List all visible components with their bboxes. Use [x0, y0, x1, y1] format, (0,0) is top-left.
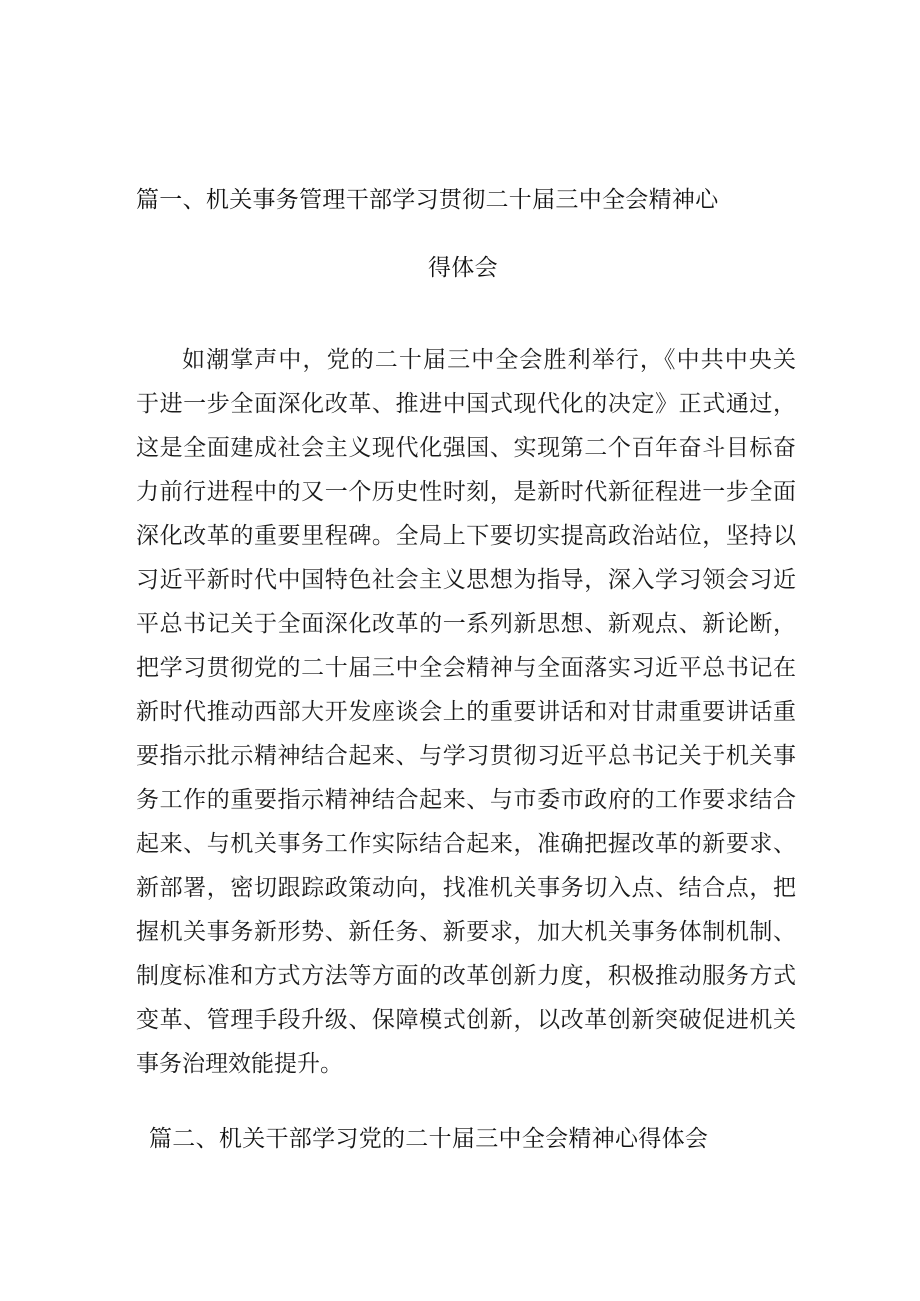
paragraph-line: 把学习贯彻党的二十届三中全会精神与全面落实习近平总书记在	[136, 655, 796, 681]
paragraph-line: 务工作的重要指示精神结合起来、与市委市政府的工作要求结合	[136, 787, 796, 813]
paragraph-line: 平总书记关于全面深化改革的一系列新思想、新观点、新论断，	[136, 611, 796, 637]
paragraph-line: 习近平新时代中国特色社会主义思想为指导，深入学习领会习近	[136, 567, 796, 593]
paragraph-line: 要指示批示精神结合起来、与学习贯彻习近平总书记关于机关事	[136, 743, 796, 769]
paragraph-line: 深化改革的重要里程碑。全局上下要切实提高政治站位，坚持以	[136, 523, 796, 549]
paragraph-line: 起来、与机关事务工作实际结合起来，准确把握改革的新要求、	[136, 831, 796, 857]
paragraph-line: 事务治理效能提升。	[136, 1051, 343, 1077]
paragraph-line: 变革、管理手段升级、保障模式创新，以改革创新突破促进机关	[136, 1007, 796, 1033]
paragraph-line: 于进一步全面深化改革、推进中国式现代化的决定》正式通过，	[136, 391, 796, 417]
section-1-title-line-1: 篇一、机关事务管理干部学习贯彻二十届三中全会精神心	[136, 187, 719, 213]
section-2-title: 篇二、机关干部学习党的二十届三中全会精神心得体会	[149, 1126, 709, 1152]
paragraph-line: 握机关事务新形势、新任务、新要求，加大机关事务体制机制、	[136, 919, 796, 945]
paragraph-line: 新部署，密切跟踪政策动向，找准机关事务切入点、结合点，把	[136, 875, 796, 901]
paragraph-line: 新时代推动西部大开发座谈会上的重要讲话和对甘肃重要讲话重	[136, 699, 796, 725]
paragraph-line: 如潮掌声中，党的二十届三中全会胜利举行，《中共中央关	[182, 347, 796, 373]
paragraph-line: 力前行进程中的又一个历史性时刻，是新时代新征程进一步全面	[136, 479, 796, 505]
section-1-title-line-2: 得体会	[428, 255, 498, 281]
paragraph-line: 这是全面建成社会主义现代化强国、实现第二个百年奋斗目标奋	[136, 435, 796, 461]
paragraph-line: 制度标准和方式方法等方面的改革创新力度，积极推动服务方式	[136, 963, 796, 989]
section-1-paragraph	[136, 338, 796, 1086]
